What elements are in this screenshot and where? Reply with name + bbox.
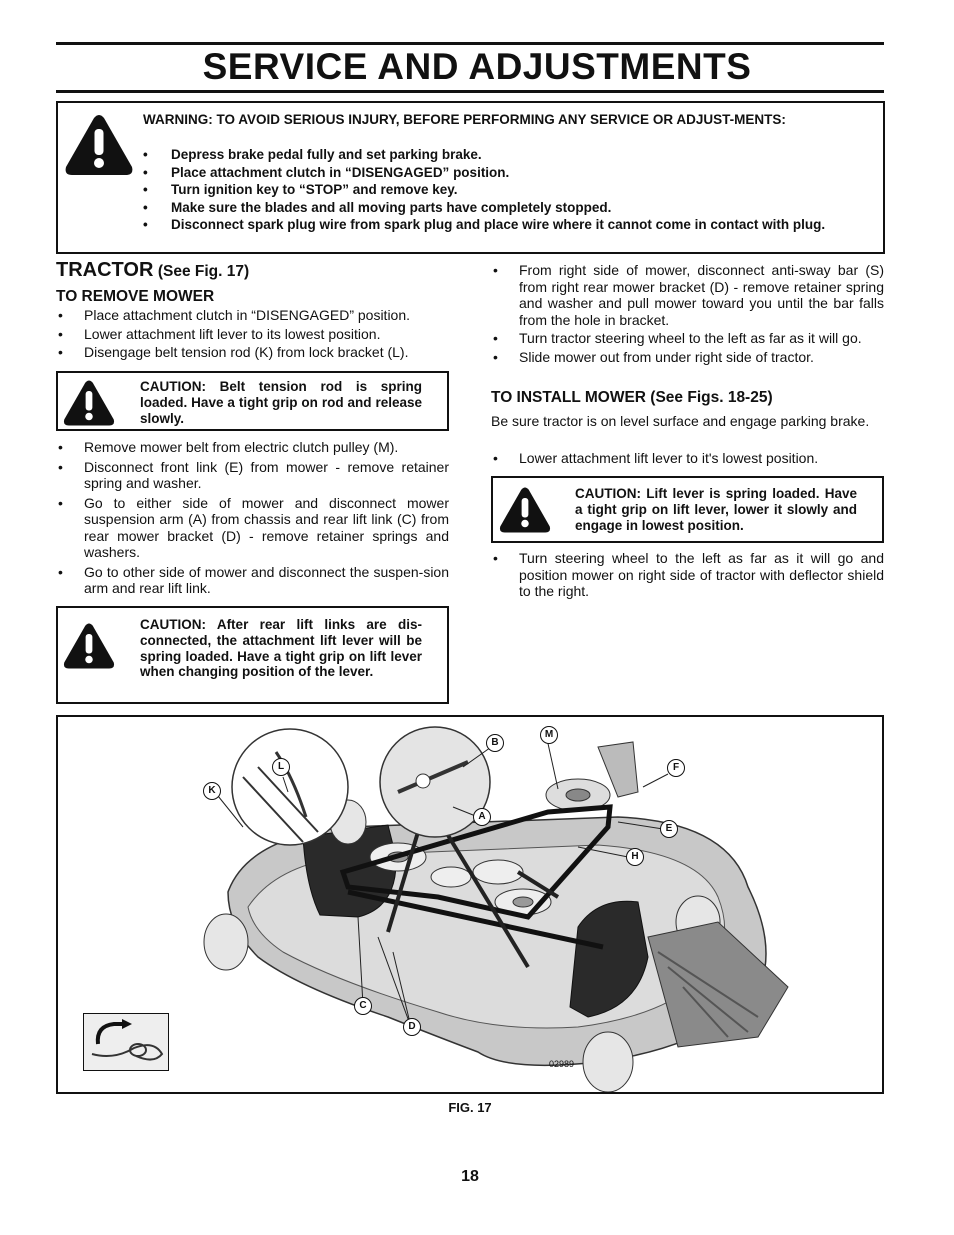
tractor-heading	[56, 259, 249, 282]
caution-text-2: CAUTION: After rear lift links are dis-connected, the attachment lift lever will be spring loaded. Have a tight grip on lift lever when changing position of the lever.	[140, 617, 422, 680]
callout-c: C	[354, 997, 372, 1015]
callout-a: A	[473, 808, 491, 826]
top-rule	[56, 42, 884, 45]
caution-text-3: CAUTION: Lift lever is spring loaded. Have a tight grip on lift lever, lower it slowly and engage in lowest position.	[575, 486, 857, 533]
warning-list	[143, 146, 865, 234]
page-number: 18	[461, 1168, 479, 1185]
list-item: • Lower attachment lift lever to its lowest position.	[56, 326, 449, 343]
warning-box	[56, 101, 885, 254]
remove-steps-c	[491, 262, 884, 365]
callout-f: F	[667, 759, 685, 777]
list-item: • Make sure the blades and all moving parts have completely stopped.	[143, 199, 865, 217]
caution-text-1: CAUTION: Belt tension rod is spring loaded. Have a tight grip on rod and release slowly.	[140, 379, 422, 426]
callout-l: L	[272, 758, 290, 776]
install-intro: Be sure tractor is on level surface and engage parking brake.	[491, 413, 870, 429]
tractor-title: TRACTOR	[56, 259, 154, 281]
caution-box-3	[491, 476, 884, 543]
mower-deck-illustration	[58, 717, 882, 1092]
retainer-spring-inset	[83, 1013, 169, 1071]
list-item: • Go to other side of mower and disconnect the suspen-sion arm and rear lift link.	[56, 564, 449, 597]
remove-steps-a	[56, 307, 449, 361]
callout-m: M	[540, 726, 558, 744]
warning-triangle-icon	[498, 486, 552, 534]
warning-intro: WARNING: TO AVOID SERIOUS INJURY, BEFORE PERFORMING ANY SERVICE OR ADJUST-MENTS:	[143, 112, 786, 127]
page-title: SERVICE AND ADJUSTMENTS	[202, 46, 752, 87]
list-item: • Go to either side of mower and disconnect mower suspension arm (A) from chassis and rear lift link (C) from rear mower bracket (D) - remove retainer springs and washers.	[56, 495, 449, 561]
list-item: • Turn steering wheel to the left as far as it will go and position mower on right side of tractor with deflector shield to the right.	[491, 550, 884, 600]
callout-k: K	[203, 782, 221, 800]
warning-triangle-icon	[64, 113, 134, 177]
remove-steps-b	[56, 439, 449, 597]
callout-h: H	[626, 848, 644, 866]
callout-d: D	[403, 1018, 421, 1036]
list-item: • Place attachment clutch in “DISENGAGED” position.	[143, 164, 865, 182]
list-item: • Disconnect spark plug wire from spark plug and place wire where it cannot come in contact with plug.	[143, 216, 865, 234]
title-rule	[56, 90, 884, 93]
caution-box-1	[56, 371, 449, 431]
list-item: • Lower attachment lift lever to it's lowest position.	[491, 450, 884, 467]
callout-e: E	[660, 820, 678, 838]
callout-b: B	[486, 734, 504, 752]
install-steps-b	[491, 550, 884, 600]
figure-code: 02989	[549, 1059, 575, 1069]
figure-frame	[56, 715, 884, 1094]
figure-caption: FIG. 17	[448, 1100, 492, 1115]
list-item: • Turn ignition key to “STOP” and remove key.	[143, 181, 865, 199]
tractor-fig-ref: (See Fig. 17)	[157, 263, 250, 280]
list-item: • Slide mower out from under right side of tractor.	[491, 349, 884, 366]
list-item: • From right side of mower, disconnect anti-sway bar (S) from right rear mower bracket (D) - remove retainer spring and washer and pull mower toward you until the bar falls from the hole in bracket.	[491, 262, 884, 328]
install-steps-a	[491, 450, 884, 467]
list-item: • Disengage belt tension rod (K) from lock bracket (L).	[56, 344, 449, 361]
retainer-spring-icon	[84, 1014, 168, 1070]
caution-box-2	[56, 606, 449, 704]
remove-mower-heading: TO REMOVE MOWER	[56, 288, 215, 305]
warning-triangle-icon	[62, 622, 116, 670]
install-mower-heading: TO INSTALL MOWER (See Figs. 18-25)	[491, 389, 773, 406]
list-item: • Remove mower belt from electric clutch pulley (M).	[56, 439, 449, 456]
list-item: • Turn tractor steering wheel to the left as far as it will go.	[491, 330, 884, 347]
list-item: • Place attachment clutch in “DISENGAGED” position.	[56, 307, 449, 324]
list-item: • Depress brake pedal fully and set parking brake.	[143, 146, 865, 164]
list-item: • Disconnect front link (E) from mower - remove retainer spring and washer.	[56, 459, 449, 492]
warning-triangle-icon	[62, 379, 116, 427]
